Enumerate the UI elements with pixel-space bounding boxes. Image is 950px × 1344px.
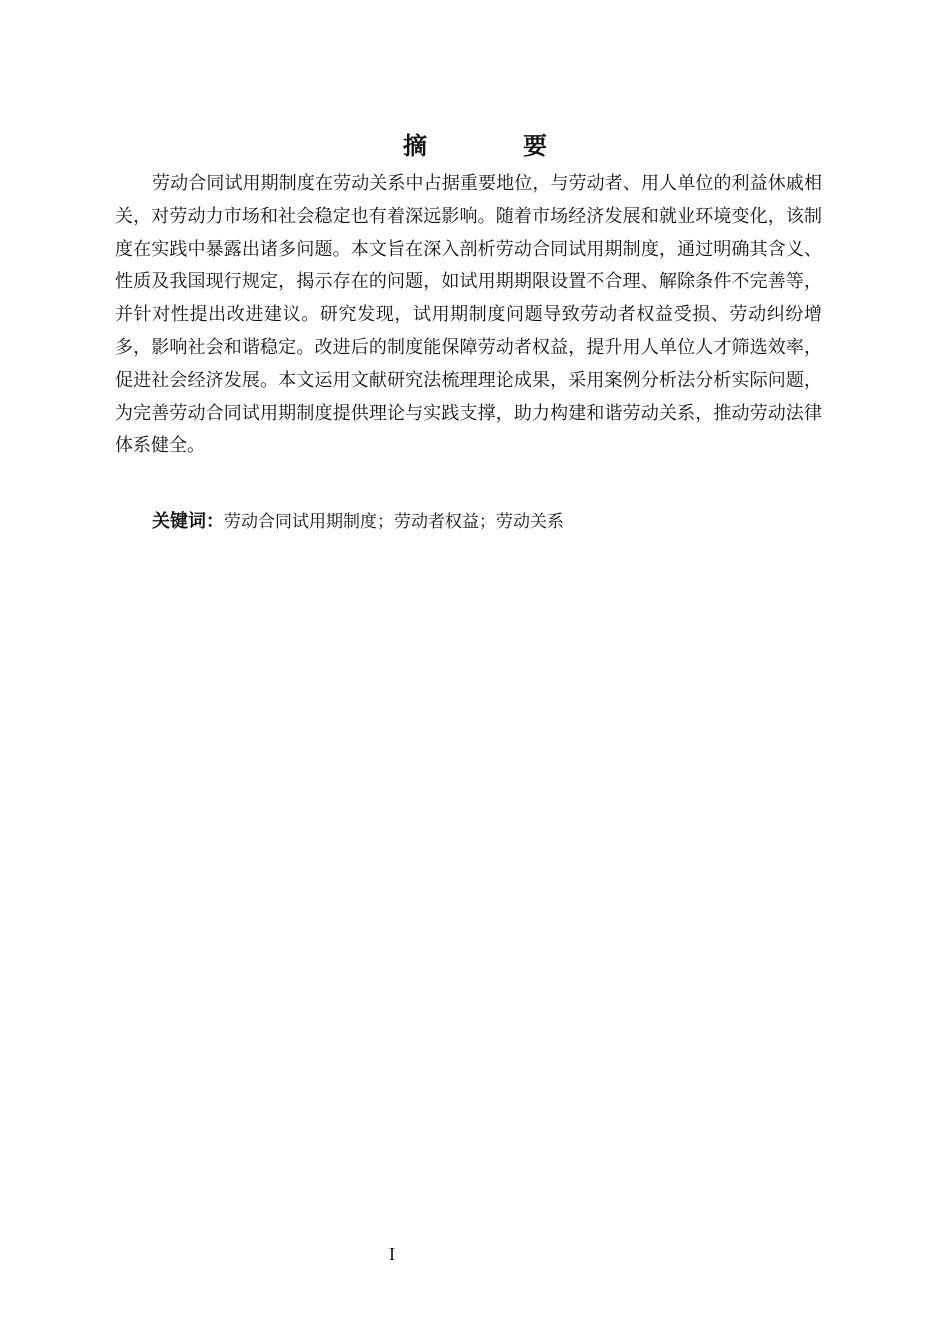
- abstract-paragraph: 劳动合同试用期制度在劳动关系中占据重要地位，与劳动者、用人单位的利益休戚相关，对劳动力市场和社会稳定也有着深远影响。随着市场经济发展和就业环境变化，该制度在实践中暴露出诸多问题。本文旨在深入剖析劳动合同试用期制度，通过明确其含义、性质及我国现行规定，揭示存在的问题，如试用期期限设置不合理、解除条件不完善等，并针对性提出改进建议。研究发现，试用期制度问题导致劳动者权益受损、劳动纠纷增多，影响社会和谐稳定。改进后的制度能保障劳动者权益，提升用人单位人才筛选效率，促进社会经济发展。本文运用文献研究法梳理理论成果，采用案例分析法分析实际问题，为完善劳动合同试用期制度提供理论与实践支撑，助力构建和谐劳动关系，推动劳动法律体系健全。: [115, 173, 822, 457]
- page-number: I: [389, 1244, 395, 1264]
- page-title: 摘 要: [403, 132, 583, 160]
- keywords-list: 劳动合同试用期制度；劳动者权益；劳动关系: [224, 512, 564, 532]
- keywords-line: [152, 506, 822, 538]
- keywords-label: 关键词：: [152, 511, 224, 532]
